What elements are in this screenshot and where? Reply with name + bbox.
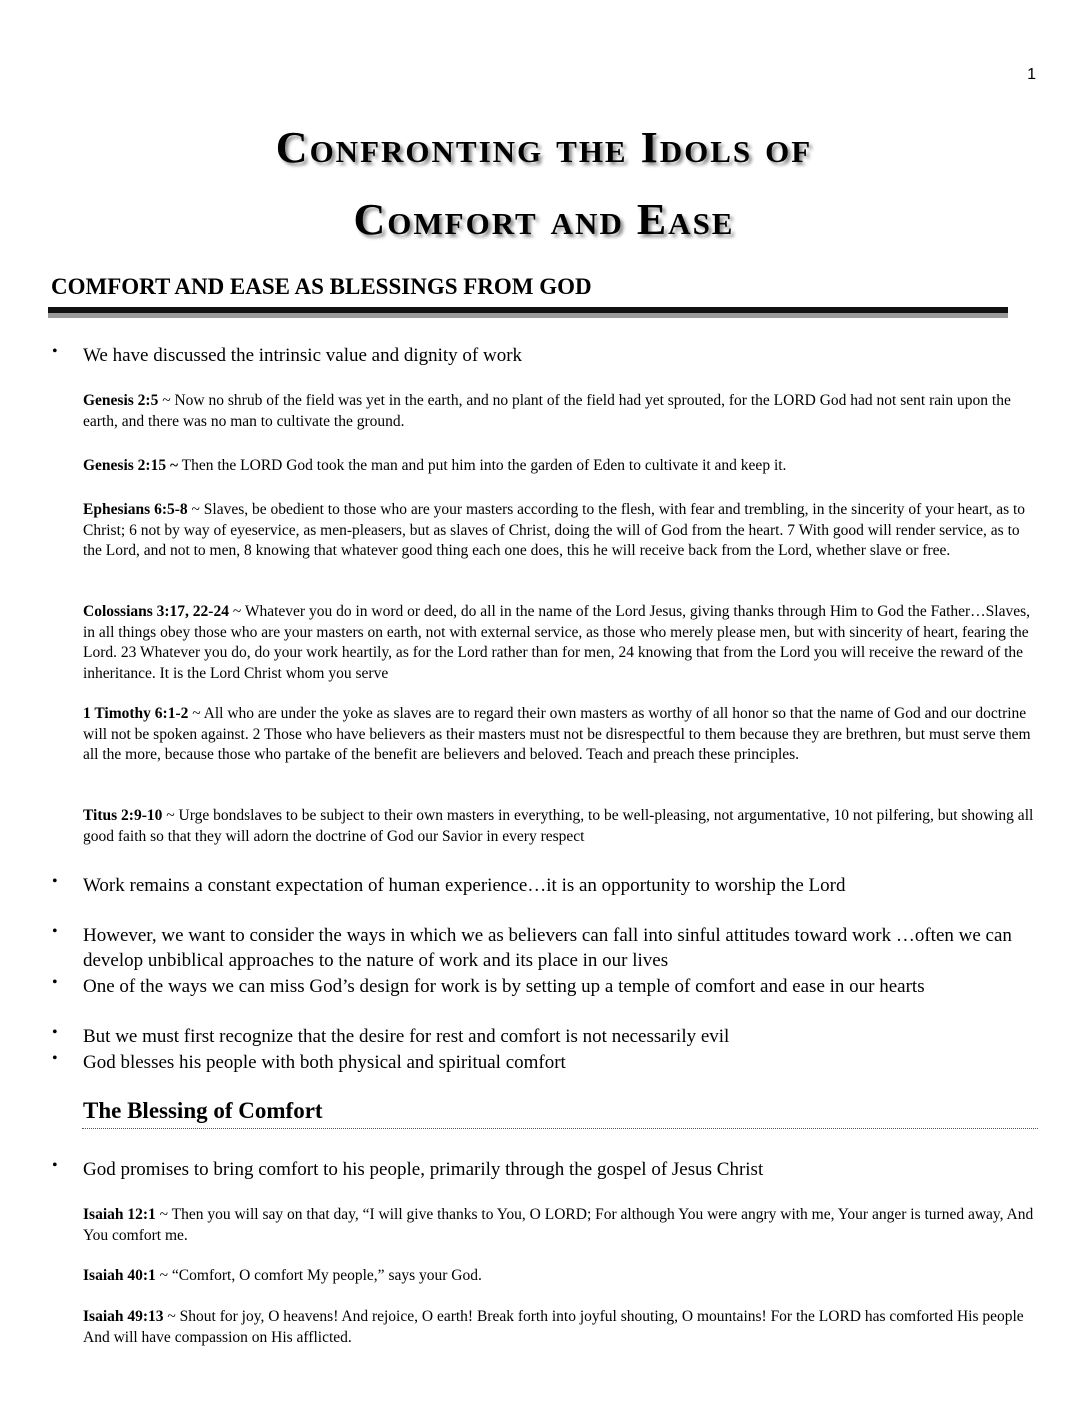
bullet-text: God blesses his people with both physical and spiritual comfort: [83, 1052, 566, 1073]
bullet-text: Work remains a constant expectation of human experience…it is an opportunity to worship the Lord: [83, 875, 846, 896]
bullet-text: We have discussed the intrinsic value and dignity of work: [83, 345, 523, 366]
scripture-text: Urge bondslaves to be subject to their own masters in everything, to be well-pleasing, not argumentative, 10 not pilfering, but showing all good faith so that they will adorn the doctrine of God our Savior in every respect: [83, 807, 1034, 845]
list-item: [0, 873, 1088, 898]
heading-rule: [48, 307, 1008, 318]
scripture-quote: Ephesians 6:5-8 ~ Slaves, be obedient to those who are your masters according to the flesh, with fear and trembling, in the sincerity of your heart, as to Christ; 6 not by way of eyeservice, as men-pleasers, but as slaves of Christ, doing the will of God from the heart. 7 With good will render service, as to the Lord, and not to men, 8 knowing that whatever good thing each one does, this he will receive back from the Lord, whether slave or free.: [83, 501, 1026, 559]
scripture-reference: Ephesians 6:5-8: [83, 501, 188, 518]
scripture-text: Then the LORD God took the man and put him into the garden of Eden to cultivate it and keep it.: [181, 457, 787, 474]
scripture-text: Then you will say on that day, “I will give thanks to You, O LORD; For although You were angry with me, Your anger is turned away, And You comfort me.: [83, 1206, 1034, 1244]
bullet-icon: •: [52, 873, 58, 890]
scripture-reference: Isaiah 49:13: [83, 1308, 164, 1325]
bullet-icon: •: [52, 1157, 58, 1174]
scripture-reference: Genesis 2:5: [83, 392, 159, 409]
title-line-2: Comfort and Ease: [353, 195, 735, 244]
list-item: [0, 974, 1088, 999]
bullet-text: One of the ways we can miss God’s design for work is by setting up a temple of comfort and ease in our hearts: [83, 976, 925, 997]
bullet-icon: •: [52, 923, 58, 940]
bullet-icon: •: [52, 1050, 58, 1067]
scripture-quote: Genesis 2:5 ~ Now no shrub of the field was yet in the earth, and no plant of the field had yet sprouted, for the LORD God had not sent rain upon the earth, and there was no man to cultivate the ground.: [83, 392, 1011, 430]
scripture-text: All who are under the yoke as slaves are to regard their own masters as worthy of all honor so that the name of God and our doctrine will not be spoken against. 2 Those who have believers as their masters must not be disrespectful to them because they are brethren, but must serve them all the more, because those who partake of the benefit are believers and beloved. Teach and preach these principles.: [83, 705, 1031, 763]
scripture-text: Shout for joy, O heavens! And rejoice, O earth! Break forth into joyful shouting, O mountains! For the LORD has comforted His people And will have compassion on His afflicted.: [83, 1308, 1024, 1346]
scripture-reference: Titus 2:9-10: [83, 807, 163, 824]
scripture-text: Now no shrub of the field was yet in the earth, and no plant of the field had yet sprouted, for the LORD God had not sent rain upon the earth, and there was no man to cultivate the ground.: [83, 392, 1011, 430]
section-heading: COMFORT AND EASE AS BLESSINGS FROM GOD: [51, 274, 592, 299]
bullet-text: However, we want to consider the ways in which we as believers can fall into sinful attitudes toward work …often we can develop unbiblical approaches to the nature of work and its place in our lives: [83, 925, 1012, 971]
scripture-quote: Isaiah 40:1 ~ “Comfort, O comfort My people,” says your God.: [83, 1267, 482, 1284]
bullet-icon: •: [52, 1024, 58, 1041]
list-item: [0, 343, 1088, 368]
scripture-quote: Isaiah 12:1 ~ Then you will say on that day, “I will give thanks to You, O LORD; For although You were angry with me, Your anger is turned away, And You comfort me.: [83, 1206, 1034, 1244]
scripture-reference: Isaiah 12:1: [83, 1206, 156, 1223]
bullet-text: God promises to bring comfort to his people, primarily through the gospel of Jesus Christ: [83, 1159, 764, 1180]
scripture-text: Slaves, be obedient to those who are your masters according to the flesh, with fear and trembling, in the sincerity of your heart, as to Christ; 6 not by way of eyeservice, as men-pleasers, but as slaves of Christ, doing the will of God from the heart. 7 With good will render service, as to the Lord, and not to men, 8 knowing that whatever good thing each one does, this he will receive back from the Lord, whether slave or free.: [83, 501, 1026, 559]
scripture-quote: Titus 2:9-10 ~ Urge bondslaves to be subject to their own masters in everything, to be well-pleasing, not argumentative, 10 not pilfering, but showing all good faith so that they will adorn the doctrine of God our Savior in every respect: [83, 807, 1034, 845]
scripture-reference: Isaiah 40:1: [83, 1267, 156, 1284]
sub-heading: The Blessing of Comfort: [83, 1098, 323, 1123]
scripture-text: “Comfort, O comfort My people,” says your God.: [171, 1267, 482, 1284]
scripture-reference: 1 Timothy 6:1-2: [83, 705, 189, 722]
list-item: [0, 1050, 1088, 1075]
list-item: [0, 923, 1088, 973]
title-line-1: Confronting the Idols of: [275, 123, 813, 172]
page-number: 1: [1027, 66, 1036, 83]
scripture-text: Whatever you do in word or deed, do all in the name of the Lord Jesus, giving thanks through Him to God the Father…Slaves, in all things obey those who are your masters on earth, not with external service, as those who merely please men, but with sincerity of heart, fearing the Lord. 23 Whatever you do, do your work heartily, as for the Lord rather than for men, 24 knowing that from the Lord you will receive the reward of the inheritance. It is the Lord Christ whom you serve: [83, 603, 1031, 682]
list-item: [0, 1157, 1088, 1182]
bullet-icon: •: [52, 974, 58, 991]
scripture-quote: 1 Timothy 6:1-2 ~ All who are under the yoke as slaves are to regard their own masters as worthy of all honor so that the name of God and our doctrine will not be spoken against. 2 Those who have believers as their masters must not be disrespectful to them because they are brethren, but must serve them all the more, because those who partake of the benefit are believers and beloved. Teach and preach these principles.: [83, 705, 1031, 763]
scripture-quote: [0, 456, 1088, 477]
sub-heading-rule: [82, 1128, 1038, 1129]
scripture-reference: Genesis 2:15 ~: [83, 457, 179, 474]
scripture-quote: Colossians 3:17, 22-24 ~ Whatever you do in word or deed, do all in the name of the Lord Jesus, giving thanks through Him to God the Father…Slaves, in all things obey those who are your masters on earth, not with external service, as those who merely please men, but with sincerity of heart, fearing the Lord. 23 Whatever you do, do your work heartily, as for the Lord rather than for men, 24 knowing that from the Lord you will receive the reward of the inheritance. It is the Lord Christ whom you serve: [83, 603, 1031, 682]
scripture-quote: Isaiah 49:13 ~ Shout for joy, O heavens! And rejoice, O earth! Break forth into joyful shouting, O mountains! For the LORD has comforted His people And will have compassion on His afflicted.: [83, 1308, 1024, 1346]
scripture-reference: Colossians 3:17, 22-24: [83, 603, 229, 620]
bullet-text: But we must first recognize that the desire for rest and comfort is not necessarily evil: [83, 1026, 730, 1047]
list-item: [0, 1024, 1088, 1049]
bullet-icon: •: [52, 343, 58, 360]
page-title: [0, 112, 1088, 256]
